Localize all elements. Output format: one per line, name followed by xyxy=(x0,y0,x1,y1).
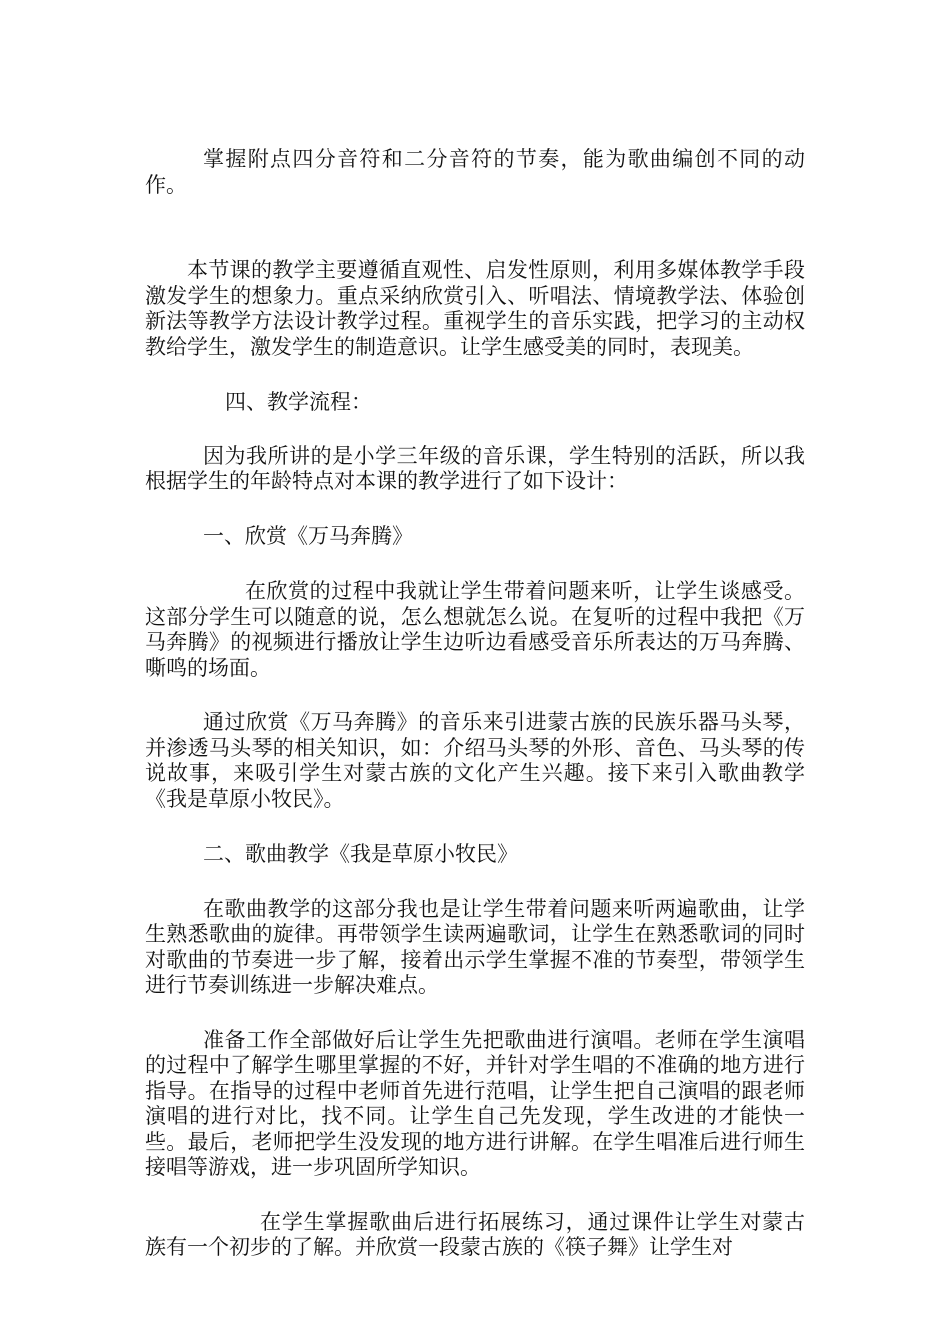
section-heading-teaching-process: 四、教学流程： xyxy=(225,390,372,414)
paragraph-appreciation-process: 在欣赏的过程中我就让学生带着问题来听，让学生谈感受。这部分学生可以随意的说，怎么想就怎么说。在复听的过程中我把《万马奔腾》的视频进行播放让学生边听边看感受音乐所表达的万马奔腾、嘶鸣的场面。 xyxy=(145,579,805,680)
subheading-appreciation: 一、欣赏《万马奔腾》 xyxy=(203,523,413,548)
paragraph-design-intro: 因为我所讲的是小学三年级的音乐课，学生特别的活跃，所以我根据学生的年龄特点对本课的教学进行了如下设计： xyxy=(145,443,805,493)
document-body xyxy=(145,147,805,1261)
subheading-song-teaching: 二、歌曲教学《我是草原小牧民》 xyxy=(203,842,518,866)
paragraph-song-learning: 在歌曲教学的这部分我也是让学生带着问题来听两遍歌曲，让学生熟悉歌曲的旋律。再带领学生读两遍歌词，让学生在熟悉歌词的同时对歌曲的节奏进一步了解，接着出示学生掌握不准的节奏型，带领学生进行节奏训练进一步解决难点。 xyxy=(145,896,805,997)
paragraph-extension-practice: 在学生掌握歌曲后进行拓展练习，通过课件让学生对蒙古族有一个初步的了解。并欣赏一段蒙古族的《筷子舞》让学生对 xyxy=(145,1209,805,1259)
paragraph-singing-guidance: 准备工作全部做好后让学生先把歌曲进行演唱。老师在学生演唱的过程中了解学生哪里掌握的不好，并针对学生唱的不准确的地方进行指导。在指导的过程中老师首先进行范唱，让学生把自己演唱的跟老师演唱的进行对比，找不同。让学生自己先发现，学生改进的才能快一些。最后，老师把学生没发现的地方进行讲解。在学生唱准后进行师生接唱等游戏，进一步巩固所学知识。 xyxy=(145,1027,805,1179)
paragraph-teaching-method: 本节课的教学主要遵循直观性、启发性原则，利用多媒体教学手段激发学生的想象力。重点采纳欣赏引入、听唱法、情境教学法、体验创新法等教学方法设计教学过程。重视学生的音乐实践，把学习的主动权教给学生，激发学生的制造意识。让学生感受美的同时，表现美。 xyxy=(145,258,805,359)
paragraph-rhythm-goal: 掌握附点四分音符和二分音符的节奏，能为歌曲编创不同的动作。 xyxy=(145,147,805,197)
paragraph-morin-khuur: 通过欣赏《万马奔腾》的音乐来引进蒙古族的民族乐器马头琴，并渗透马头琴的相关知识，如：介绍马头琴的外形、音色、马头琴的传说故事，来吸引学生对蒙古族的文化产生兴趣。接下来引入歌曲教学《我是草原小牧民》。 xyxy=(145,710,805,811)
